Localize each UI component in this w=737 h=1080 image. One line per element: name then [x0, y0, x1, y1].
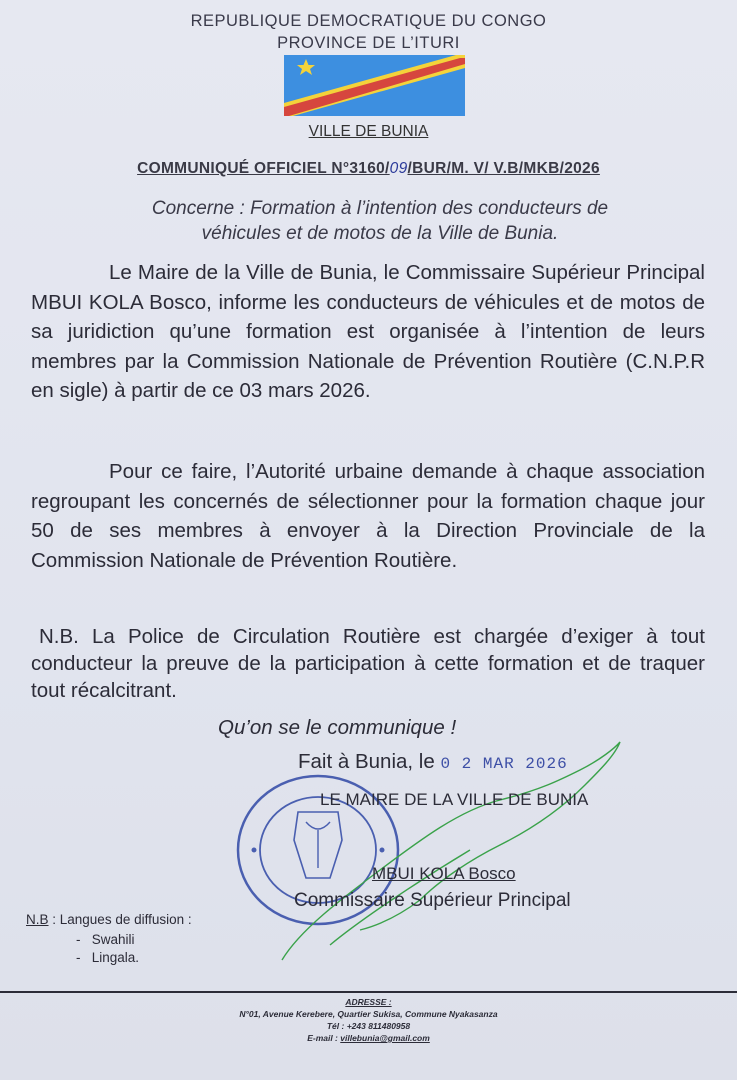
- communique-closing: Qu’on se le communique !: [218, 716, 457, 739]
- footer-divider: [0, 991, 737, 993]
- city-heading: VILLE DE BUNIA: [308, 123, 429, 140]
- subject-line: Concerne : Formation à l’intention des conducteurs de véhicules et de motos de la Ville de Bunia.: [151, 198, 609, 244]
- province-heading: PROVINCE DE L’ITURI: [277, 34, 460, 52]
- country-heading: REPUBLIQUE DEMOCRATIQUE DU CONGO: [190, 12, 547, 30]
- address-block: ADRESSE : N°01, Avenue Kerebere, Quartier Sukisa, Commune Nyakasanza Tél : +243 811480958 E-mail : villebunia@gmail.com: [239, 997, 498, 1043]
- place-date: Fait à Bunia, le 0 2 MAR 2026: [298, 750, 568, 773]
- language-item: - Swahili: [76, 932, 135, 947]
- signatory-rank: Commissaire Supérieur Principal: [294, 890, 571, 911]
- communique-reference: COMMUNIQUÉ OFFICIEL N°3160/09/BUR/M. V/ V.B/MKB/2026: [137, 160, 600, 177]
- languages-heading: N.B : Langues de diffusion :: [26, 912, 192, 927]
- date-stamp: 0 2 MAR 2026: [440, 755, 568, 773]
- paragraph-1: Le Maire de la Ville de Bunia, le Commissaire Supérieur Principal MBUI KOLA Bosco, informe les conducteurs de véhicules et de motos de sa juridiction qu’une formation est organisée à l’intention de leurs membres par la Commission Nationale de Prévention Routière (C.N.P.R en sigle) à partir de ce 03 mars 2026.: [31, 261, 705, 402]
- paragraph-2: Pour ce faire, l’Autorité urbaine demande à chaque association regroupant les concernés de sélectionner pour la formation chaque jour 50 de ses membres à envoyer à la Direction Provinciale de la Commission Nationale de Prévention Routière.: [31, 460, 705, 572]
- drc-flag: [284, 55, 465, 116]
- nb-paragraph: N.B. La Police de Circulation Routière est chargée d’exiger à tout conducteur la preuve de la participation à cette formation et de traquer tout récalcitrant.: [31, 625, 705, 702]
- email-link[interactable]: villebunia@gmail.com: [340, 1033, 430, 1043]
- language-item: - Lingala.: [76, 950, 140, 965]
- signatory-title: LE MAIRE DE LA VILLE DE BUNIA: [320, 790, 589, 809]
- signatory-name: MBUI KOLA Bosco: [372, 864, 516, 883]
- handwritten-number: 09: [389, 160, 408, 177]
